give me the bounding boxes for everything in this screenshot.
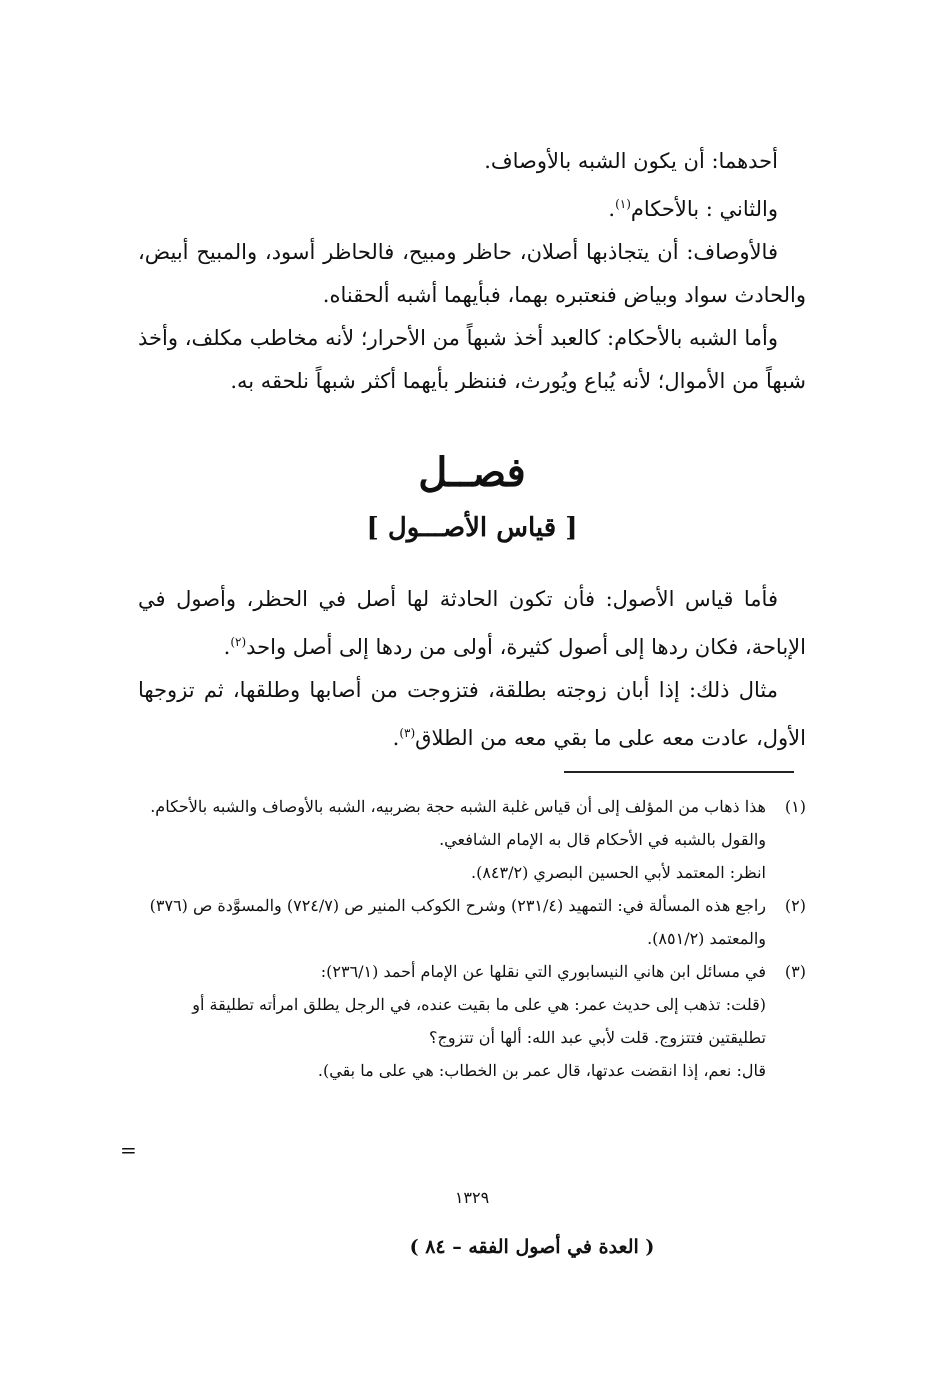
footnote-number: (٢) bbox=[784, 896, 806, 915]
paragraph-first: أحدهما: أن يكون الشبه بالأوصاف. bbox=[484, 149, 778, 173]
footnotes bbox=[138, 790, 806, 1087]
paragraph-qiyas bbox=[138, 578, 806, 669]
footnote-separator bbox=[564, 771, 794, 773]
footnote-2 bbox=[138, 889, 806, 955]
paragraph-qiyas-end: . bbox=[223, 635, 231, 659]
footnote-line: (قلت: تذهب إلى حديث عمر: هي على ما بقيت عنده، في الرجل يطلق امرأته تطليقة أو تطليقتين فتتزوج. قلت لأبي عبد الله: ألها أن تتزوج؟ bbox=[192, 995, 766, 1047]
section-heading: فصــل bbox=[418, 449, 526, 496]
footnote-line: قال: نعم، إذا انقضت عدتها، قال عمر بن الخطاب: هي على ما بقي). bbox=[317, 1061, 766, 1080]
footnote-ref-1: (١) bbox=[615, 197, 631, 211]
paragraph-rulings: وأما الشبه بالأحكام: كالعبد أخذ شبهاً من الأحرار؛ لأنه مخاطب مكلف، وأخذ شبهاً من الأموال؛ لأنه يُباع ويُورث، فننظر بأيهما أكثر شبهاً نلحقه به. bbox=[138, 326, 806, 393]
footnote-number: (٣) bbox=[784, 962, 806, 981]
paragraph-example bbox=[138, 669, 806, 760]
footnote-line: راجع هذه المسألة في: التمهيد (٢٣١/٤) وشرح الكوكب المنير ص (٧٢٤/٧) والمسوَّدة ص (٣٧٦) والمعتمد (٨٥١/٢). bbox=[149, 896, 766, 948]
section-text-block bbox=[138, 578, 806, 760]
paragraph-second-text: والثاني : بالأحكام bbox=[630, 197, 778, 221]
footnote-ref-2: (٢) bbox=[230, 635, 247, 649]
footnote-number: (١) bbox=[784, 797, 806, 816]
footnote-1 bbox=[138, 790, 806, 889]
paragraph-example-text: مثال ذلك: إذا أبان زوجته بطلقة، فتزوجت من أصابها وطلقها، ثم تزوجها الأول، عادت معه على ما بقي معه من الطلاق bbox=[138, 678, 806, 750]
paragraph-example-end: . bbox=[392, 726, 400, 750]
footnote-line: انظر: المعتمد لأبي الحسين البصري (٨٤٣/٢). bbox=[471, 863, 766, 882]
paragraph-attributes: فالأوصاف: أن يتجاذبها أصلان، حاظر ومبيح، فالحاظر أسود، والمبيح أبيض، والحادث سواد وبياض فنعتبره بهما، فبأيهما أشبه ألحقناه. bbox=[138, 240, 806, 307]
page-number: ١٣٢٩ bbox=[454, 1188, 490, 1207]
footnote-ref-3: (٣) bbox=[399, 726, 416, 740]
paragraph-second-end: . bbox=[608, 197, 616, 221]
main-text-block bbox=[138, 140, 806, 403]
paragraph-qiyas-text: فأما قياس الأصول: فأن تكون الحادثة لها أصل في الحظر، وأصول في الإباحة، فكان ردها إلى أصول كثيرة، أولى من ردها إلى أصل واحد bbox=[138, 587, 806, 659]
footnote-3 bbox=[138, 955, 806, 1087]
book-signature: ( العدة في أصول الفقه – ٨٤ ) bbox=[409, 1236, 655, 1258]
section-subheading: [ قياس الأصـــول ] bbox=[366, 513, 578, 543]
continuation-mark: = bbox=[120, 1138, 137, 1162]
footnote-line: هذا ذهاب من المؤلف إلى أن قياس غلبة الشبه حجة بضربيه، الشبه بالأوصاف والشبه بالأحكام. bbox=[150, 797, 766, 816]
footnote-line: والقول بالشبه في الأحكام قال به الإمام الشافعي. bbox=[439, 830, 766, 849]
footnote-line: في مسائل ابن هاني النيسابوري التي نقلها عن الإمام أحمد (٢٣٦/١): bbox=[320, 962, 766, 981]
paragraph-second bbox=[138, 183, 806, 231]
